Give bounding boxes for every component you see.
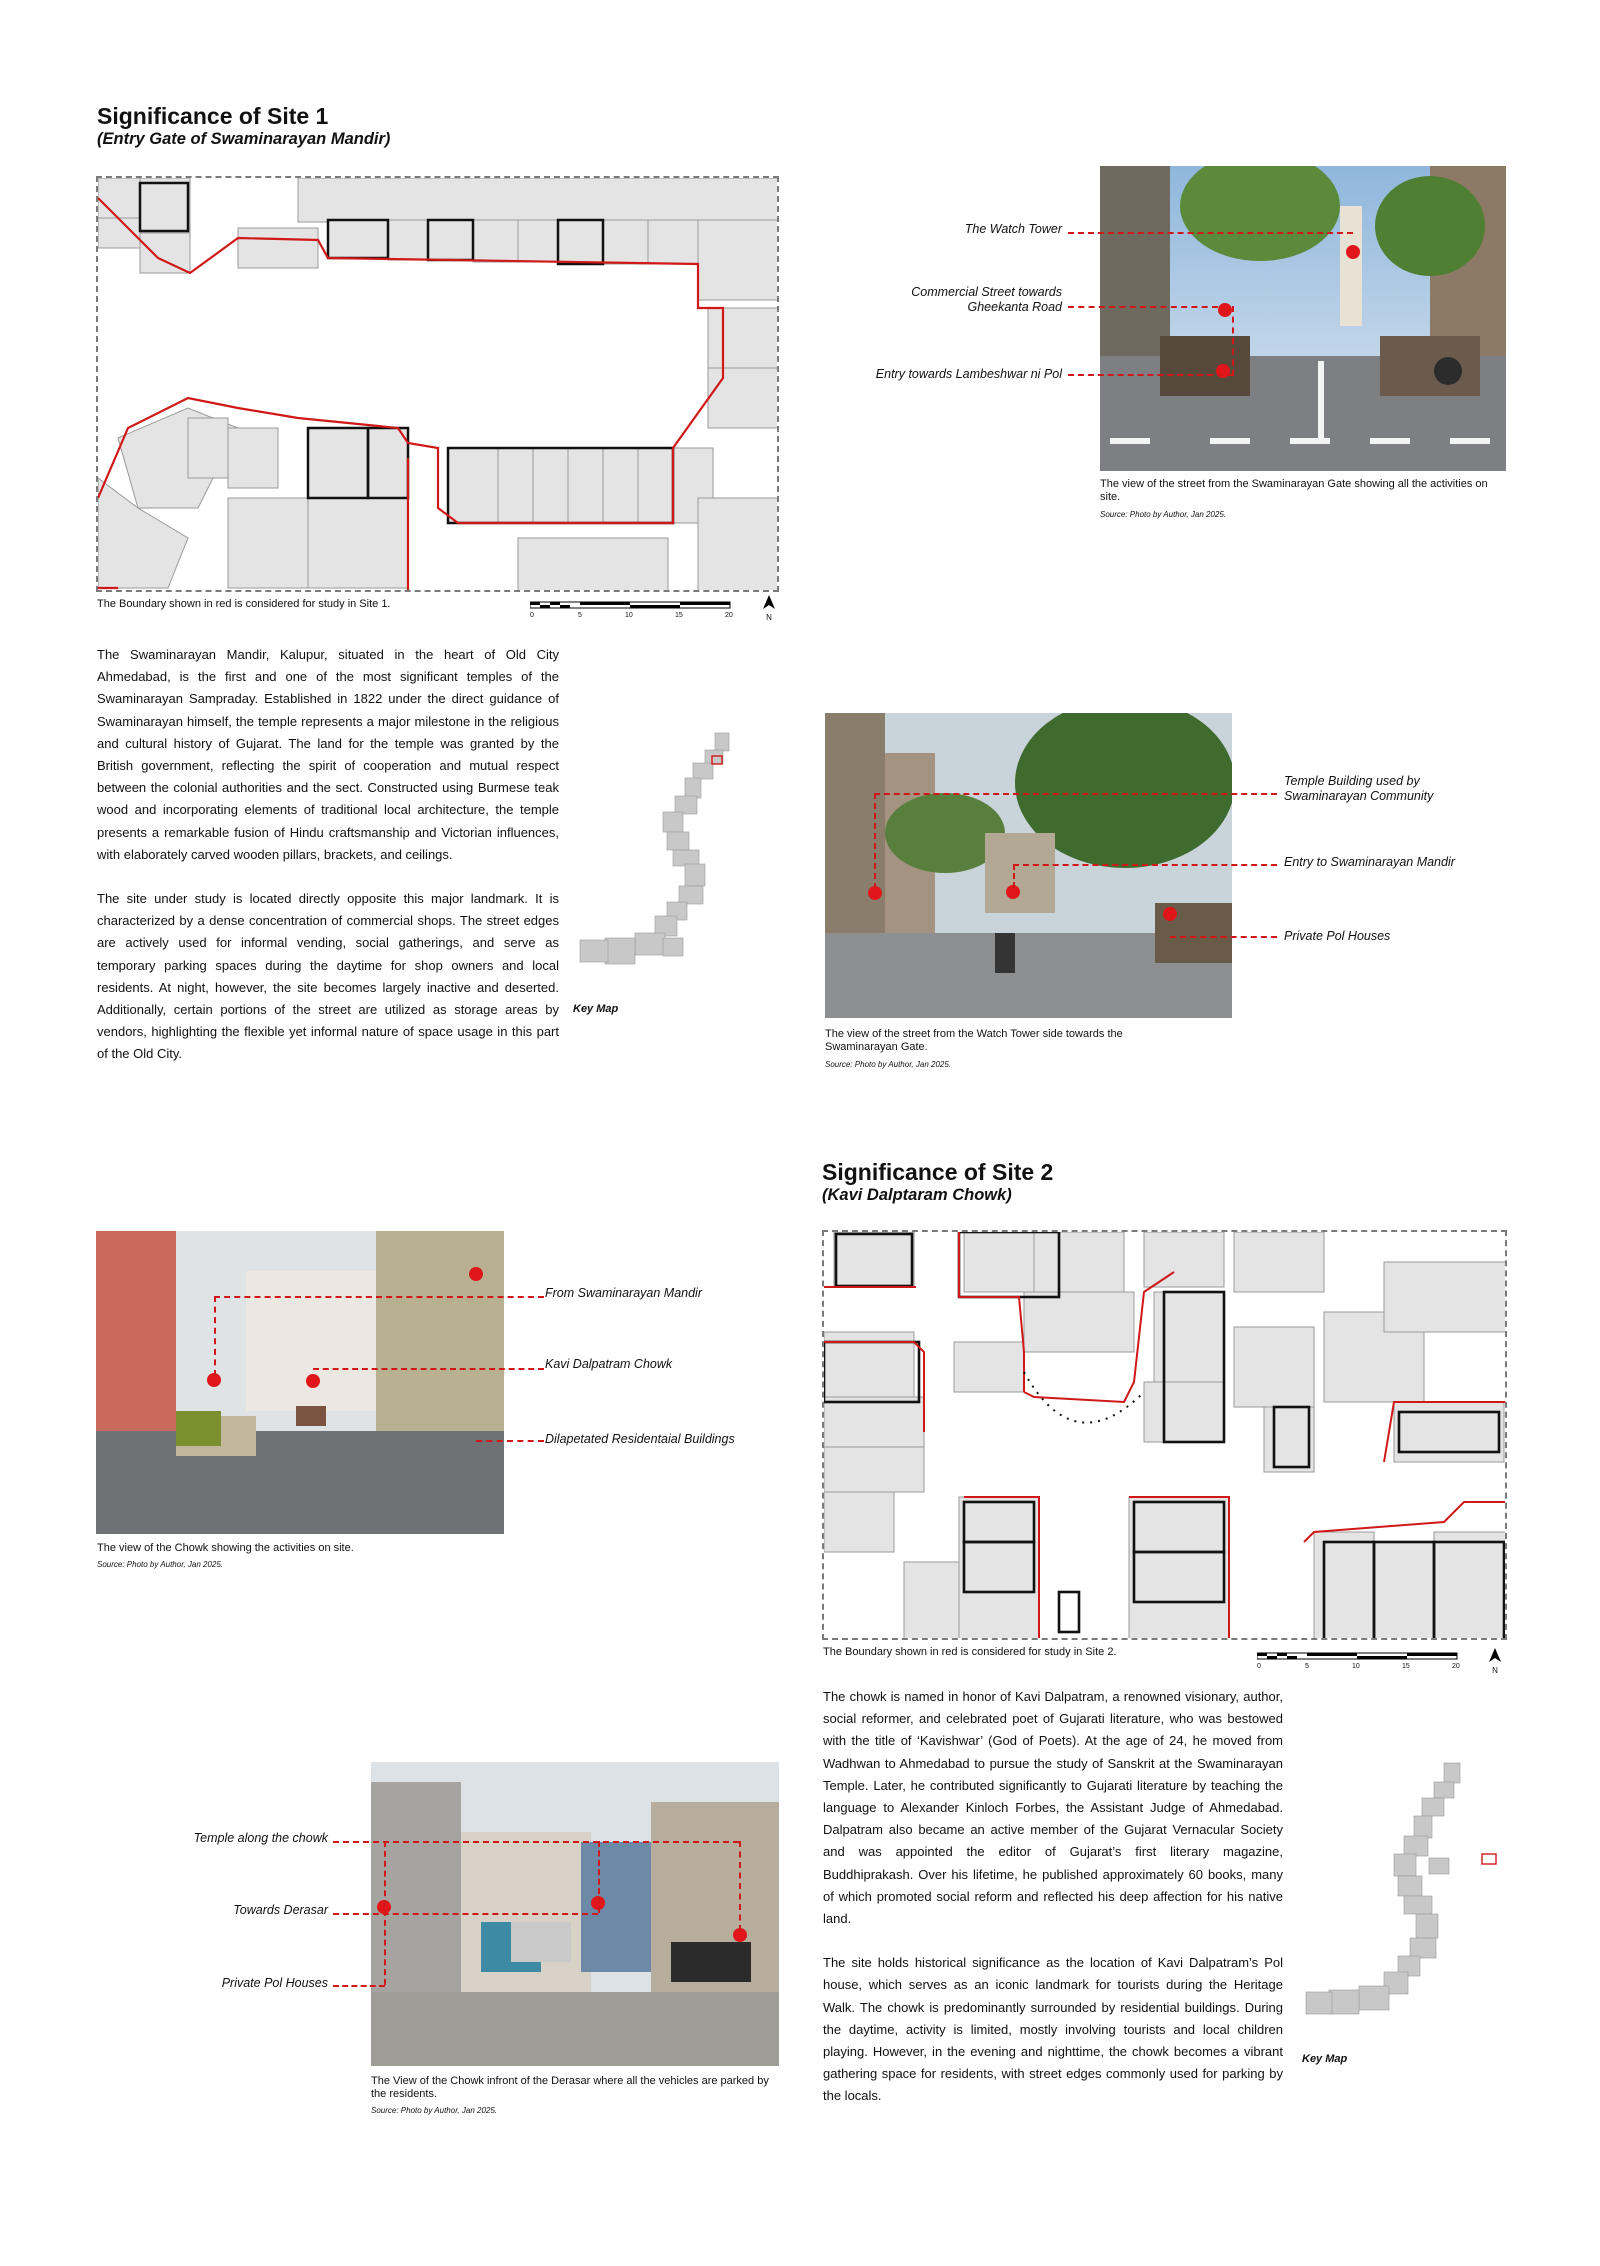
site2-paragraph-2: The site holds historical significance as the location of Kavi Dalpatram’s Pol house, which serves as an iconic landmark for tourists during the Heritage Walk. The chowk is predominantly surrounded by residential buildings. During the daytime, activity is limited, mostly involving tourists and local children playing. However, in the evening and nighttime, the chowk becomes a vibrant gathering space for residents, with street edges commonly used for parking by the locals. [823, 1955, 1283, 2104]
site2-scale-label-15: 15 [1402, 1663, 1410, 1670]
site1-photo2-leader-1 [874, 793, 1277, 795]
site1-map [96, 176, 779, 592]
site2-scale-label-20: 20 [1452, 1663, 1460, 1670]
site2-map-drawing [824, 1232, 1507, 1640]
site2-north-arrow-icon [1488, 1648, 1502, 1675]
site2-map [822, 1230, 1507, 1640]
site1-subtitle: (Entry Gate of Swaminarayan Mandir) [97, 130, 391, 148]
site2-scale-label-5: 5 [1305, 1663, 1309, 1670]
site1-photo2-caption: The view of the street from the Watch Tower side towards the Swaminarayan Gate. [825, 1028, 1123, 1053]
site2-photo2-leader-1v [739, 1841, 741, 1931]
site2-photo2-leader-2v [598, 1841, 600, 1913]
site2-photo2-label-2: Towards Derasar [233, 1903, 328, 1917]
site1-photo2-label-1: Temple Building used by Swaminarayan Community [1284, 774, 1434, 803]
site2-photo1-caption: The view of the Chowk showing the activities on site. [97, 1542, 354, 1554]
site1-scale-label-5: 5 [578, 612, 582, 619]
site2-scale-label-0: 0 [1257, 1663, 1261, 1670]
site1-photo-street-gate [1100, 166, 1506, 471]
site1-photo2-leader-2v [1013, 864, 1015, 888]
site2-photo2-source: Source: Photo by Author, Jan 2025. [371, 2106, 498, 2115]
site2-photo1-marker-2 [306, 1374, 320, 1388]
site1-scale-label-15: 15 [675, 612, 683, 619]
site1-photo2-leader-2 [1013, 864, 1277, 866]
site1-map-drawing [98, 178, 779, 592]
site1-scale-label-20: 20 [725, 612, 733, 619]
site2-photo1-label-2: Kavi Dalpatram Chowk [545, 1357, 673, 1371]
site1-scale-label-10: 10 [625, 612, 633, 619]
site1-north-label: N [766, 613, 772, 622]
site1-photo1-leader-1 [1068, 232, 1353, 234]
site1-photo2-label-2: Entry to Swaminarayan Mandir [1284, 855, 1455, 869]
site2-paragraph-1: The chowk is named in honor of Kavi Dalpatram, a renowned visionary, author, social reformer, and celebrated poet of Gujarati literature, who was bestowed with the title of ‘Kavishwar’ (God of Poets). At the age of 24, he moved from Wadhwan to Ahmedabad to pursue the study of Sanskrit at the Swaminarayan Temple. Later, he contributed significantly to Gujarati literature by teaching the language to Alexander Kinloch Forbes, the Assistant Judge of Ahmedabad. Dalpatram also became an active member of the Gujarat Vernacular Society and was appointed the editor of Gujarat’s first literary magazine, Buddhiprakash. Over his lifetime, he published approximately 60 books, many of which promoted social reform and reflected his deep affection for his native land. [823, 1689, 1283, 1927]
site1-scale-label-0: 0 [530, 612, 534, 619]
site2-scale-label-10: 10 [1352, 1663, 1360, 1670]
site2-photo1-leader-1v [214, 1296, 216, 1376]
site1-key-map-label: Key Map [573, 1003, 619, 1015]
site2-photo2-leader-1 [333, 1841, 739, 1843]
site2-photo2-caption: The View of the Chowk infront of the Derasar where all the vehicles are parked by the residents. [371, 2075, 769, 2100]
site2-key-map [1304, 1758, 1504, 2018]
site1-map-caption: The Boundary shown in red is considered for study in Site 1. [97, 598, 391, 610]
site1-photo1-leader-3v [1232, 306, 1234, 376]
site2-photo2-leader-3v [384, 1841, 386, 1985]
site2-key-map-label: Key Map [1302, 2053, 1348, 2065]
site2-photo1-marker-3 [469, 1267, 483, 1281]
site1-key-map [575, 728, 755, 983]
site1-photo1-label-2: Commercial Street towards Gheekanta Road [911, 285, 1062, 314]
site2-body-text [823, 1686, 1283, 2130]
site2-north-label: N [1492, 1666, 1498, 1675]
site2-photo1-source: Source: Photo by Author, Jan 2025. [97, 1560, 224, 1569]
site1-paragraph-1: The Swaminarayan Mandir, Kalupur, situated in the heart of Old City Ahmedabad, is the first and one of the most significant temples of the Swaminarayan Sampraday. Established in 1822 under the direct guidance of Swaminarayan himself, the temple represents a major milestone in the religious and cultural history of Gujarat. The land for the temple was granted by the British government, reflecting the spirit of cooperation and mutual respect between the colonial authorities and the sect. Constructed using Burmese teak wood and incorporating elements of traditional local architecture, the temple presents a remarkable fusion of Hindu craftsmanship and Victorian influences, with elaborately carved wooden pillars, brackets, and ceilings. [97, 647, 559, 862]
site1-photo1-caption: The view of the street from the Swaminarayan Gate showing all the activities on site. [1100, 478, 1488, 503]
site2-photo1-label-1: From Swaminarayan Mandir [545, 1286, 702, 1300]
site1-photo1-marker-2 [1218, 303, 1232, 317]
site1-photo2-label-3: Private Pol Houses [1284, 929, 1391, 943]
site2-photo-chowk [96, 1231, 504, 1534]
site1-photo1-label-1: The Watch Tower [964, 222, 1062, 236]
site2-subtitle: (Kavi Dalptaram Chowk) [822, 1186, 1012, 1204]
site1-photo1-marker-1 [1346, 245, 1360, 259]
site1-title: Significance of Site 1 [97, 103, 329, 129]
site2-map-caption: The Boundary shown in red is considered for study in Site 2. [823, 1646, 1117, 1658]
site1-photo2-source: Source: Photo by Author, Jan 2025. [825, 1060, 952, 1069]
site2-photo1-leader-2 [313, 1368, 544, 1370]
site2-photo1-label-3: Dilapetated Residentaial Buildings [545, 1432, 735, 1446]
site1-photo2-marker-3 [1163, 907, 1177, 921]
site1-body-text [97, 644, 559, 1088]
site1-paragraph-2: The site under study is located directly opposite this major landmark. It is characterized by a dense concentration of commercial shops. The street edges are actively used for informal vending, social gatherings, and serve as temporary parking spaces during the daytime for shop owners and local residents. At night, however, the site becomes largely inactive and deserted. Additionally, certain portions of the street are utilized as storage areas by vendors, highlighting the flexible yet informal nature of space usage in this part of the Old City. [97, 891, 559, 1062]
site2-photo2-label-3: Private Pol Houses [221, 1976, 328, 1990]
site1-photo1-source: Source: Photo by Author, Jan 2025. [1100, 510, 1227, 519]
site2-photo1-leader-1 [214, 1296, 544, 1298]
site2-scale-bar [1257, 1651, 1462, 1673]
site2-title: Significance of Site 2 [822, 1159, 1054, 1185]
site2-photo2-leader-2 [333, 1913, 598, 1915]
site1-photo2-leader-3 [1170, 936, 1277, 938]
site2-photo2-label-1: Temple along the chowk [193, 1831, 328, 1845]
site1-photo1-leader-3 [1068, 374, 1233, 376]
site1-photo2-leader-1v [874, 793, 876, 889]
site1-photo1-leader-2 [1068, 306, 1218, 308]
site1-scale-bar [530, 600, 735, 622]
site1-photo1-label-3: Entry towards Lambeshwar ni Pol [875, 367, 1062, 381]
site2-photo2-leader-3 [333, 1985, 385, 1987]
site1-north-arrow-icon [762, 595, 776, 622]
site2-photo1-leader-3 [476, 1440, 544, 1442]
